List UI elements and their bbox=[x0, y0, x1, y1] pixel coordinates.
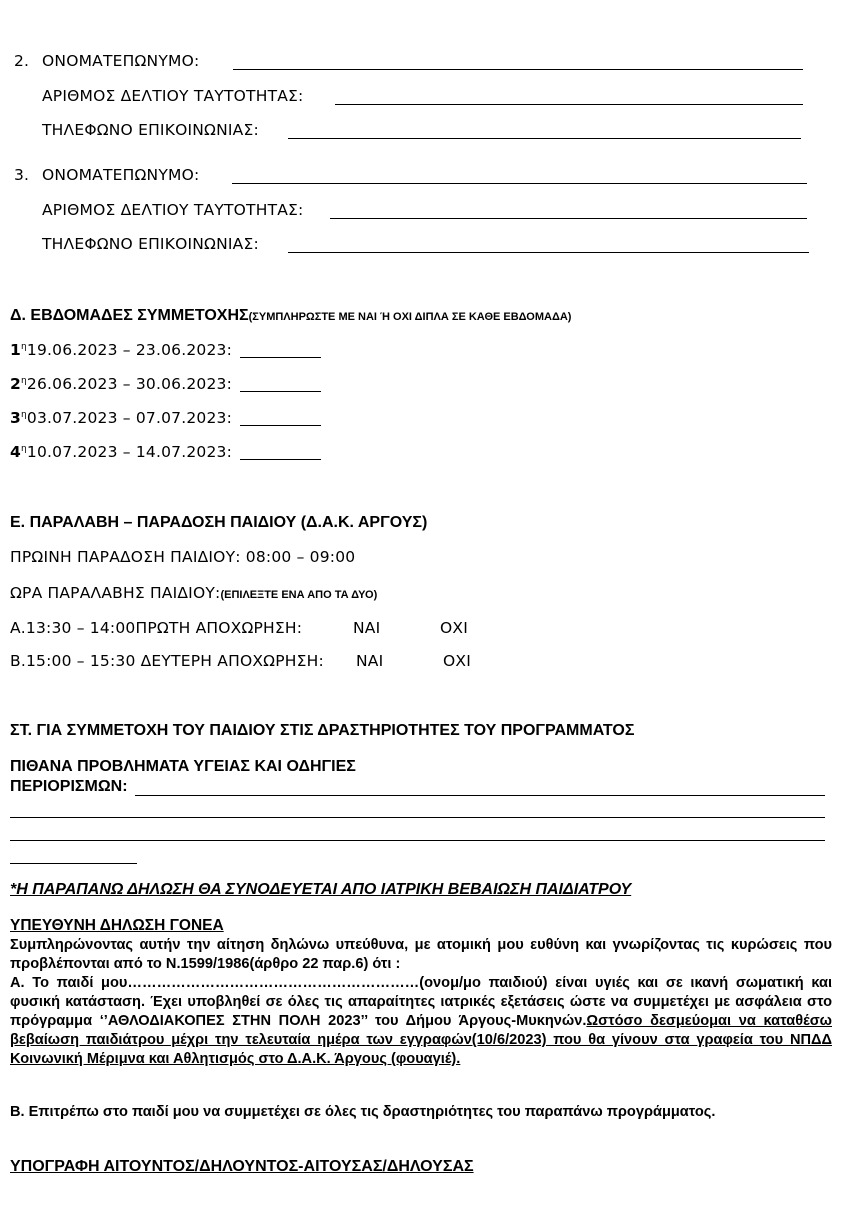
week-row bbox=[10, 443, 232, 461]
option-a-no[interactable]: ΟΧΙ bbox=[440, 619, 468, 637]
week-suffix: η bbox=[21, 444, 27, 454]
week-suffix: η bbox=[21, 342, 27, 352]
pickup-title: Ε. ΠΑΡΑΛΑΒΗ – ΠΑΡΑΔΟΣΗ ΠΑΙΔΙΟΥ (Δ.Α.Κ. ΑΡΓΟΥΣ) bbox=[10, 514, 428, 531]
week-number: 2 bbox=[10, 375, 21, 393]
option-b-text: Β.15:00 – 15:30 ΔΕΥΤΕΡΗ ΑΠΟΧΩΡΗΣΗ: bbox=[10, 652, 324, 670]
week-number: 1 bbox=[10, 341, 21, 359]
declaration-a-underlined: Ωστόσο δεσμεύομαι να καταθέσω βεβαίωση παιδιάτρου μέχρι την τελευταία ημέρα των εγγραφών(10/6/2023) που θα γίνουν στα γραφεία του ΝΠΔΔ Κοινωνική Μέριμνα και Αθλητισμός στο Δ.Α.Κ. Άργους (φουαγιέ). bbox=[10, 1013, 833, 1067]
declaration-intro: Συμπληρώνοντας αυτήν την αίτηση δηλώνω υπεύθυνα, με ατομική μου ευθύνη και γνωρίζοντας τις κυρώσεις που προβλέπονται από το Ν.1599/1986(άρθρο 22 παρ.6) ότι : bbox=[10, 937, 832, 972]
name-field[interactable] bbox=[232, 183, 807, 184]
declaration-title: ΥΠΕΥΘΥΝΗ ΔΗΛΩΣΗ ΓΟΝΕΑ bbox=[10, 917, 224, 934]
name-label: ΟΝΟΜΑΤΕΠΩΝΥΜΟ: bbox=[42, 52, 200, 70]
phone-field[interactable] bbox=[288, 252, 809, 253]
week-range: 10.07.2023 – 14.07.2023: bbox=[26, 443, 233, 461]
health-field-line[interactable] bbox=[10, 817, 825, 818]
name-field[interactable] bbox=[233, 69, 803, 70]
pickup-label: ΩΡΑ ΠΑΡΑΛΑΒΗΣ ΠΑΙΔΙΟΥ: bbox=[10, 584, 221, 602]
week-answer-field[interactable] bbox=[240, 425, 321, 426]
name-label: ΟΝΟΜΑΤΕΠΩΝΥΜΟ: bbox=[42, 166, 200, 184]
medical-note: *Η ΠΑΡΑΠΑΝΩ ΔΗΛΩΣΗ ΘΑ ΣΥΝΟΔΕΥΕΤΑΙ ΑΠΟ ΙΑΤΡΙΚΗ ΒΕΒΑΙΩΣΗ ΠΑΙΔΙΑΤΡΟΥ bbox=[10, 881, 632, 898]
person-number: 3. bbox=[14, 166, 30, 184]
week-answer-field[interactable] bbox=[240, 391, 321, 392]
section-note: (ΣΥΜΠΛΗΡΩΣΤΕ ΜΕ ΝΑΙ Ή ΟΧΙ ΔΙΠΛΑ ΣΕ ΚΑΘΕ ΕΒΔΟΜΑΔΑ) bbox=[248, 311, 572, 323]
health-field-line[interactable] bbox=[10, 863, 137, 864]
participation-title: ΣΤ. ΓΙΑ ΣΥΜΜΕΤΟΧΗ ΤΟΥ ΠΑΙΔΙΟΥ ΣΤΙΣ ΔΡΑΣΤΗΡΙΟΤΗΤΕΣ ΤΟΥ ΠΡΟΓΡΑΜΜΑΤΟΣ bbox=[10, 722, 635, 739]
week-suffix: η bbox=[21, 376, 27, 386]
week-number: 3 bbox=[10, 409, 21, 427]
phone-field[interactable] bbox=[288, 138, 801, 139]
id-label: ΑΡΙΘΜΟΣ ΔΕΛΤΙΟΥ ΤΑΥΤΟΤΗΤΑΣ: bbox=[42, 201, 304, 219]
option-b-no[interactable]: ΟΧΙ bbox=[443, 652, 471, 670]
morning-dropoff: ΠΡΩΙΝΗ ΠΑΡΑΔΟΣΗ ΠΑΙΔΙΟΥ: 08:00 – 09:00 bbox=[10, 548, 356, 566]
week-suffix: η bbox=[21, 410, 27, 420]
section-title: Δ. ΕΒΔΟΜΑΔΕΣ ΣΥΜΜΕΤΟΧΗΣ bbox=[10, 307, 249, 324]
signature-label: ΥΠΟΓΡΑΦΗ ΑΙΤΟΥΝΤΟΣ/ΔΗΛΟΥΝΤΟΣ-ΑΙΤΟΥΣΑΣ/ΔΗΛΟΥΣΑΣ bbox=[10, 1158, 474, 1175]
id-label: ΑΡΙΘΜΟΣ ΔΕΛΤΙΟΥ ΤΑΥΤΟΤΗΤΑΣ: bbox=[42, 87, 304, 105]
declaration-a-text: Α. Το παιδί μου……………………………………………………(ονομ/μο παιδιού) είναι υγιές και σε ικανή σωματική και φυσική κατάσταση. Έχει υποβληθεί σε όλες τις απαραίτητες ιατρικές εξετάσεις ώστε να συμμετέχει με ασφάλεια στο πρόγραμμα ‘’ΑΘΛΟΔΙΑΚΟΠΕΣ ΣΤΗΝ ΠΟΛΗ 2023’’ του Δήμου Άργους-Μυκηνών. bbox=[10, 975, 832, 1029]
health-label-line1: ΠΙΘΑΝΑ ΠΡΟΒΛΗΜΑΤΑ ΥΓΕΙΑΣ ΚΑΙ ΟΔΗΓΙΕΣ bbox=[10, 758, 356, 775]
person-number: 2. bbox=[14, 52, 30, 70]
id-field[interactable] bbox=[335, 104, 803, 105]
week-row bbox=[10, 341, 232, 359]
week-range: 03.07.2023 – 07.07.2023: bbox=[26, 409, 233, 427]
week-answer-field[interactable] bbox=[240, 357, 321, 358]
week-row bbox=[10, 409, 232, 427]
week-number: 4 bbox=[10, 443, 21, 461]
week-range: 26.06.2023 – 30.06.2023: bbox=[26, 375, 233, 393]
health-label-line2: ΠΕΡΙΟΡΙΣΜΩΝ: bbox=[10, 778, 128, 795]
phone-label: ΤΗΛΕΦΩΝΟ ΕΠΙΚΟΙΝΩΝΙΑΣ: bbox=[42, 235, 259, 253]
id-field[interactable] bbox=[330, 218, 807, 219]
week-answer-field[interactable] bbox=[240, 459, 321, 460]
phone-label: ΤΗΛΕΦΩΝΟ ΕΠΙΚΟΙΝΩΝΙΑΣ: bbox=[42, 121, 259, 139]
option-a-text: Α.13:30 – 14:00ΠΡΩΤΗ ΑΠΟΧΩΡΗΣΗ: bbox=[10, 619, 303, 637]
option-b-yes[interactable]: ΝΑΙ bbox=[356, 652, 384, 670]
week-range: 19.06.2023 – 23.06.2023: bbox=[26, 341, 233, 359]
declaration-a bbox=[10, 974, 832, 1069]
pickup-heading bbox=[10, 583, 377, 602]
health-field-line[interactable] bbox=[10, 840, 825, 841]
week-row bbox=[10, 375, 232, 393]
pickup-note: (ΕΠΙΛΕΞΤΕ ΕΝΑ ΑΠΟ ΤΑ ΔΥΟ) bbox=[220, 589, 378, 601]
option-a-yes[interactable]: ΝΑΙ bbox=[353, 619, 381, 637]
health-field-line[interactable] bbox=[135, 795, 825, 796]
declaration-b: Β. Επιτρέπω στο παιδί μου να συμμετέχει σε όλες τις δραστηριότητες του παραπάνω προγράμματος. bbox=[10, 1104, 716, 1120]
weeks-heading bbox=[10, 305, 571, 325]
